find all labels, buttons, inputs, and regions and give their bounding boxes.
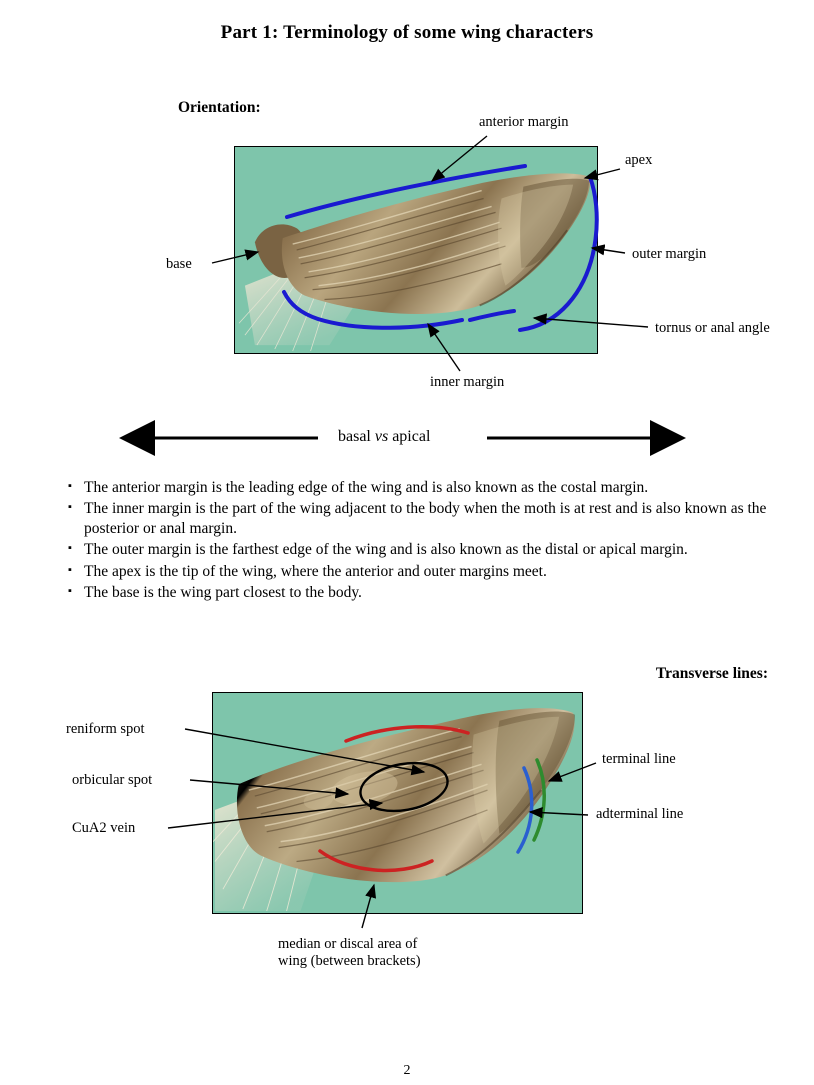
label-apex: apex xyxy=(625,152,653,168)
basal-prefix: basal xyxy=(338,428,375,445)
list-item xyxy=(68,562,768,582)
list-item xyxy=(68,478,768,498)
list-item xyxy=(68,499,768,539)
bullet-text: The anterior margin is the leading edge of the wing and is also known as the costal margin. xyxy=(84,479,649,496)
moth-forewing-photo-orientation xyxy=(234,146,598,354)
vs-italic: vs xyxy=(374,428,389,445)
page-number: 2 xyxy=(403,1063,411,1078)
moth-wing-illustration-1 xyxy=(235,147,597,353)
terminology-bullet-list xyxy=(68,478,768,604)
bullet-marker-icon: ▪ xyxy=(68,563,72,576)
moth-wing-illustration-2 xyxy=(213,693,582,913)
list-item xyxy=(68,583,768,603)
bullet-marker-icon: ▪ xyxy=(68,501,72,514)
median-area-line-1: median or discal area of xyxy=(278,936,418,952)
apical-suffix: apical xyxy=(388,428,431,445)
page-title: Part 1: Terminology of some wing characters xyxy=(220,22,594,43)
basal-apical-caption xyxy=(338,428,430,446)
label-base: base xyxy=(166,256,192,272)
label-adterminal-line: adterminal line xyxy=(596,806,684,822)
bullet-text: The apex is the tip of the wing, where the anterior and outer margins meet. xyxy=(84,562,547,580)
label-orbicular-spot: orbicular spot xyxy=(72,772,153,788)
orientation-heading: Orientation: xyxy=(178,99,261,116)
moth-forewing-photo-transverse xyxy=(212,692,583,914)
label-inner-margin: inner margin xyxy=(430,374,505,390)
label-tornus: tornus or anal angle xyxy=(655,320,770,336)
bullet-marker-icon: ▪ xyxy=(68,542,72,555)
label-median-discal-area xyxy=(278,936,498,969)
list-item xyxy=(68,540,768,560)
bullet-marker-icon: ▪ xyxy=(68,480,72,492)
label-anterior-margin: anterior margin xyxy=(479,114,569,130)
label-terminal-line: terminal line xyxy=(602,751,676,767)
transverse-lines-heading: Transverse lines: xyxy=(655,665,768,682)
bullet-text: The base is the wing part closest to the body. xyxy=(84,583,362,601)
bullet-text: The inner margin is the part of the wing adjacent to the body when the moth is at rest and is also known as the posterior or anal margin. xyxy=(84,500,767,538)
bullet-text: The outer margin is the farthest edge of the wing and is also known as the distal or apical margin. xyxy=(84,541,688,559)
median-area-line-2: wing (between brackets) xyxy=(278,952,421,969)
bullet-marker-icon: ▪ xyxy=(68,584,72,597)
label-outer-margin: outer margin xyxy=(632,246,707,262)
label-reniform-spot: reniform spot xyxy=(66,721,145,737)
label-cua2-vein: CuA2 vein xyxy=(72,820,136,836)
